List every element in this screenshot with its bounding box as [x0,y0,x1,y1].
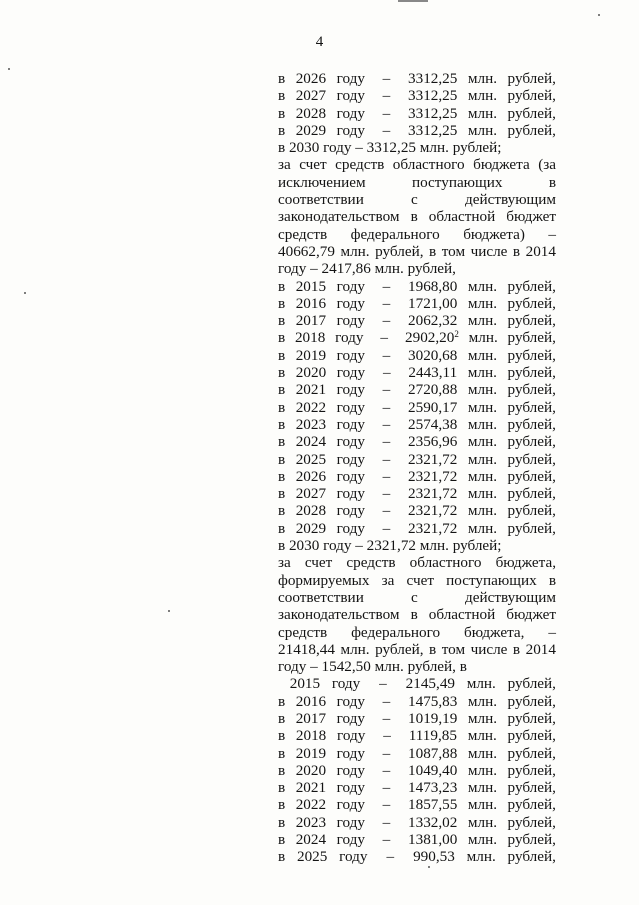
scan-speck [24,292,26,294]
year-line [278,779,556,796]
line-dash: – [382,277,391,295]
line-cur: рублей, [507,675,556,693]
section1-last-line: в 2030 году – 3312,25 млн. рублей; [278,139,502,157]
line-dash: – [382,104,391,122]
line-prep: в [278,727,286,745]
line-prep: в [278,381,286,399]
line-word: году [336,381,365,399]
year-line [278,693,556,710]
line-prep: в [278,415,286,433]
line-dash: – [383,727,391,745]
line-word: году [336,433,365,451]
line-word: году [336,121,365,139]
line-dash: – [382,381,391,399]
line-year: 2015 [295,277,327,295]
line-prep: в [278,346,286,364]
year-line [278,831,556,848]
line-year: 2017 [295,709,327,727]
line-prep: в [278,796,286,814]
line-year: 2024 [295,831,327,849]
line-unit: млн. [468,329,498,347]
line-amount: 2720,88 [408,381,458,399]
line-cur: рублей, [507,692,556,710]
line-unit: млн. [467,485,498,503]
line-amount: 1087,88 [408,744,458,762]
line-unit: млн. [467,744,498,762]
line-dash: – [382,761,391,779]
line-amount: 2145,49 [405,675,455,693]
section2-last-line: в 2030 году – 2321,72 млн. рублей; [278,537,502,555]
line-year: 2016 [295,294,327,312]
year-line [278,485,556,502]
line-word: году [336,744,365,762]
page-number: 4 [315,34,324,50]
line-word: году [336,70,365,87]
footnote-marker: 2 [454,329,459,340]
line-amount: 2590,17 [408,398,458,416]
line-amount: 1857,55 [408,796,458,814]
line-unit: млн. [467,831,498,849]
line-cur: рублей, [507,831,556,849]
line-unit: млн. [467,294,498,312]
line-prep: в [278,433,286,451]
line-prep: в [278,692,286,710]
line-unit: млн. [467,692,498,710]
line-unit: млн. [467,709,498,727]
year-line [278,710,556,727]
line-amount: 1475,83 [408,692,458,710]
line-cur: рублей, [507,779,556,797]
scan-speck [428,866,430,868]
year-line [278,520,556,537]
line-amount: 2062,32 [408,312,458,330]
line-unit: млн. [467,433,498,451]
line-unit: млн. [467,796,498,814]
line-word: году [336,779,365,797]
line-prep: в [278,70,286,87]
line-cur: рублей, [507,727,556,745]
line-year: 2029 [295,121,327,139]
line-prep: в [278,312,286,330]
line-amount: 1019,19 [408,709,458,727]
section1-year-lines [278,70,556,139]
line-cur: рублей, [507,104,556,122]
line-word: году [336,519,365,537]
line-prep: в [278,831,286,849]
line-unit: млн. [467,121,498,139]
line-prep: в [278,329,286,347]
line-unit: млн. [467,415,498,433]
line-unit: млн. [467,813,498,831]
line-year: 2023 [295,415,327,433]
line-prep: в [278,104,286,122]
line-dash: – [382,415,391,433]
year-line [278,848,556,865]
line-cur: рублей, [507,381,556,399]
line-word: году [336,692,365,710]
year-line [278,87,556,104]
line-amount: 2321,72 [408,502,458,520]
scan-speck [598,14,600,16]
line-unit: млн. [467,312,498,330]
line-word: году [336,761,365,779]
line-amount: 990,53 [413,848,455,866]
line-cur: рублей, [507,277,556,295]
line-amount: 1473,23 [408,779,458,797]
scan-speck [168,610,170,612]
line-year: 2029 [295,519,327,537]
year-line [278,727,556,744]
line-year: 2017 [295,312,327,330]
line-dash: – [382,87,391,105]
line-unit: млн. [467,761,498,779]
line-word: году [336,813,365,831]
year-line [278,451,556,468]
line-word: году [336,346,365,364]
line-word: году [336,485,365,503]
line-amount: 2321,72 [408,485,458,503]
line-year: 2028 [295,502,327,520]
line-prep: в [278,364,286,382]
line-cur: рублей, [507,450,556,468]
line-cur: рублей, [507,433,556,451]
year-line [278,762,556,779]
line-year: 2027 [295,87,327,105]
line-word: году [336,709,365,727]
year-line [278,347,556,364]
line-word: году [335,329,364,347]
line-cur: рублей, [507,848,556,866]
line-amount: 2321,72 [408,467,458,485]
line-amount: 1119,85 [408,727,457,745]
line-amount: 3312,25 [408,121,458,139]
line-dash: – [382,709,391,727]
year-line [278,745,556,762]
line-year: 2018 [295,727,327,745]
line-amount: 2321,72 [408,519,458,537]
line-cur: рублей, [507,761,556,779]
line-dash: – [382,346,391,364]
year-line [278,278,556,295]
line-prep: в [278,277,286,295]
line-cur: рублей, [507,813,556,831]
line-dash: – [382,485,391,503]
line-unit: млн. [467,381,498,399]
line-word: году [336,727,366,745]
line-year: 2025 [296,848,328,866]
section3-paragraph: за счет средств областного бюджета, формируемых за счет поступающих в соответствии с действующим законодательством в областной бюджет средств федерального бюджета, – 21418,44 млн. рублей, в том числе в 2014 году – 1542,50 млн. рублей, в [278,554,556,676]
line-year: 2021 [295,381,327,399]
year-line [278,433,556,450]
year-line [278,329,556,346]
line-amount: 3312,25 [408,70,458,87]
line-dash: – [382,502,391,520]
line-cur: рублей, [507,87,556,105]
section2-year-lines [278,278,556,537]
line-word: году [336,364,366,382]
line-dash: – [382,796,391,814]
line-prep: в [278,744,286,762]
line-word: году [336,87,365,105]
line-year: 2018 [294,329,326,347]
line-year: 2019 [295,346,327,364]
line-year: 2026 [295,467,327,485]
year-line [278,399,556,416]
line-unit: млн. [466,675,496,693]
line-amount: 1381,00 [408,831,458,849]
line-amount: 2574,38 [408,415,458,433]
line-prep: в [278,848,286,866]
line-word: году [336,450,365,468]
line-dash: – [382,121,391,139]
line-year: 2020 [295,364,327,382]
line-dash: – [380,329,389,347]
line-prep: в [278,121,286,139]
line-dash: – [382,450,391,468]
scan-mark [398,0,428,2]
line-dash: – [382,779,391,797]
line-amount: 1049,40 [408,761,458,779]
line-dash: – [382,519,391,537]
line-unit: млн. [467,450,498,468]
line-dash: – [382,467,391,485]
line-unit: млн. [467,502,498,520]
year-line [278,105,556,122]
year-line [278,416,556,433]
line-amount: 2321,72 [408,450,458,468]
line-prep: в [278,519,286,537]
line-word: году [336,502,365,520]
line-unit: млн. [467,346,498,364]
line-amount: 1968,80 [408,277,458,295]
line-dash: – [382,312,391,330]
line-word: году [336,398,365,416]
line-unit: млн. [467,727,497,745]
line-prep: в [278,467,286,485]
line-prep: в [278,87,286,105]
line-prep: в [278,761,286,779]
line-amount: 1332,02 [408,813,458,831]
line-cur: рублей, [507,709,556,727]
line-cur: рублей, [507,467,556,485]
line-year: 2022 [295,796,327,814]
line-amount: 2902,20$^2$ [405,329,459,347]
text-column [278,70,556,866]
line-dash: – [386,848,395,866]
line-cur: рублей, [507,502,556,520]
line-cur: рублей, [507,398,556,416]
line-year: 2025 [295,450,327,468]
line-year: 2024 [295,433,327,451]
year-line [278,502,556,519]
line-word: году [339,848,368,866]
line-unit: млн. [467,519,498,537]
line-year: 2020 [295,761,327,779]
line-word: году [336,104,365,122]
year-line [278,122,556,139]
line-cur: рублей, [507,485,556,503]
line-prep: в [278,398,286,416]
year-line [278,295,556,312]
line-amount: 1721,00 [408,294,458,312]
line-unit: млн. [467,364,497,382]
line-cur: рублей, [507,312,556,330]
line-dash: – [382,398,391,416]
line-dash: – [382,294,391,312]
line-word: году [336,415,365,433]
scan-speck [8,68,10,70]
line-dash: – [382,70,391,87]
year-line [278,381,556,398]
line-word: году [336,467,365,485]
line-amount: 2443,11 [408,364,458,382]
line-cur: рублей, [507,70,556,87]
line-year: 2022 [295,398,327,416]
line-word: году [331,675,361,693]
year-line [278,796,556,813]
line-year: 2019 [295,744,327,762]
line-cur: рублей, [507,121,556,139]
line-word: году [336,294,365,312]
line-prep: в [278,779,286,797]
line-amount: 3312,25 [408,87,458,105]
year-line [278,468,556,485]
line-cur: рублей, [507,364,556,382]
line-prep: в [278,709,286,727]
line-dash: – [382,744,391,762]
line-unit: млн. [467,779,498,797]
section2-paragraph: за счет средств областного бюджета (за исключением поступающих в соответствии с действующим законодательством в областной бюджет средств федерального бюджета) – 40662,79 млн. рублей, в том числе в 2014 году – 2417,86 млн. рублей, [278,156,556,278]
line-prep: в [278,450,286,468]
line-unit: млн. [467,104,498,122]
line-unit: млн. [467,87,498,105]
line-cur: рублей, [507,329,556,347]
line-year: 2015 [289,675,321,693]
line-unit: млн. [467,398,498,416]
line-unit: млн. [467,277,498,295]
line-prep: в [278,485,286,503]
line-cur: рублей, [507,346,556,364]
section3-year-lines [278,675,556,865]
line-dash: – [382,364,391,382]
line-word: году [336,312,365,330]
line-unit: млн. [466,848,496,866]
line-unit: млн. [467,70,498,87]
line-cur: рублей, [507,744,556,762]
line-dash: – [382,692,391,710]
year-line [278,364,556,381]
line-year: 2023 [295,813,327,831]
line-amount: 3312,25 [408,104,458,122]
line-cur: рублей, [507,415,556,433]
line-cur: рублей, [507,294,556,312]
line-cur: рублей, [507,519,556,537]
line-unit: млн. [467,467,498,485]
year-line [278,814,556,831]
year-line [278,70,556,87]
line-year: 2028 [295,104,327,122]
line-year: 2027 [295,485,327,503]
line-year: 2021 [295,779,327,797]
line-dash: – [382,813,391,831]
line-prep: в [278,502,286,520]
line-year: 2026 [295,70,327,87]
year-line [278,675,556,692]
line-amount: 2356,96 [408,433,458,451]
line-prep: в [278,813,286,831]
line-word: году [336,277,365,295]
line-dash: – [382,433,391,451]
line-word: году [336,831,365,849]
line-dash: – [382,831,391,849]
line-cur: рублей, [507,796,556,814]
line-prep: в [278,294,286,312]
line-dash: – [379,675,387,693]
line-word: году [336,796,365,814]
year-line [278,312,556,329]
line-year: 2016 [295,692,327,710]
line-amount: 3020,68 [408,346,458,364]
